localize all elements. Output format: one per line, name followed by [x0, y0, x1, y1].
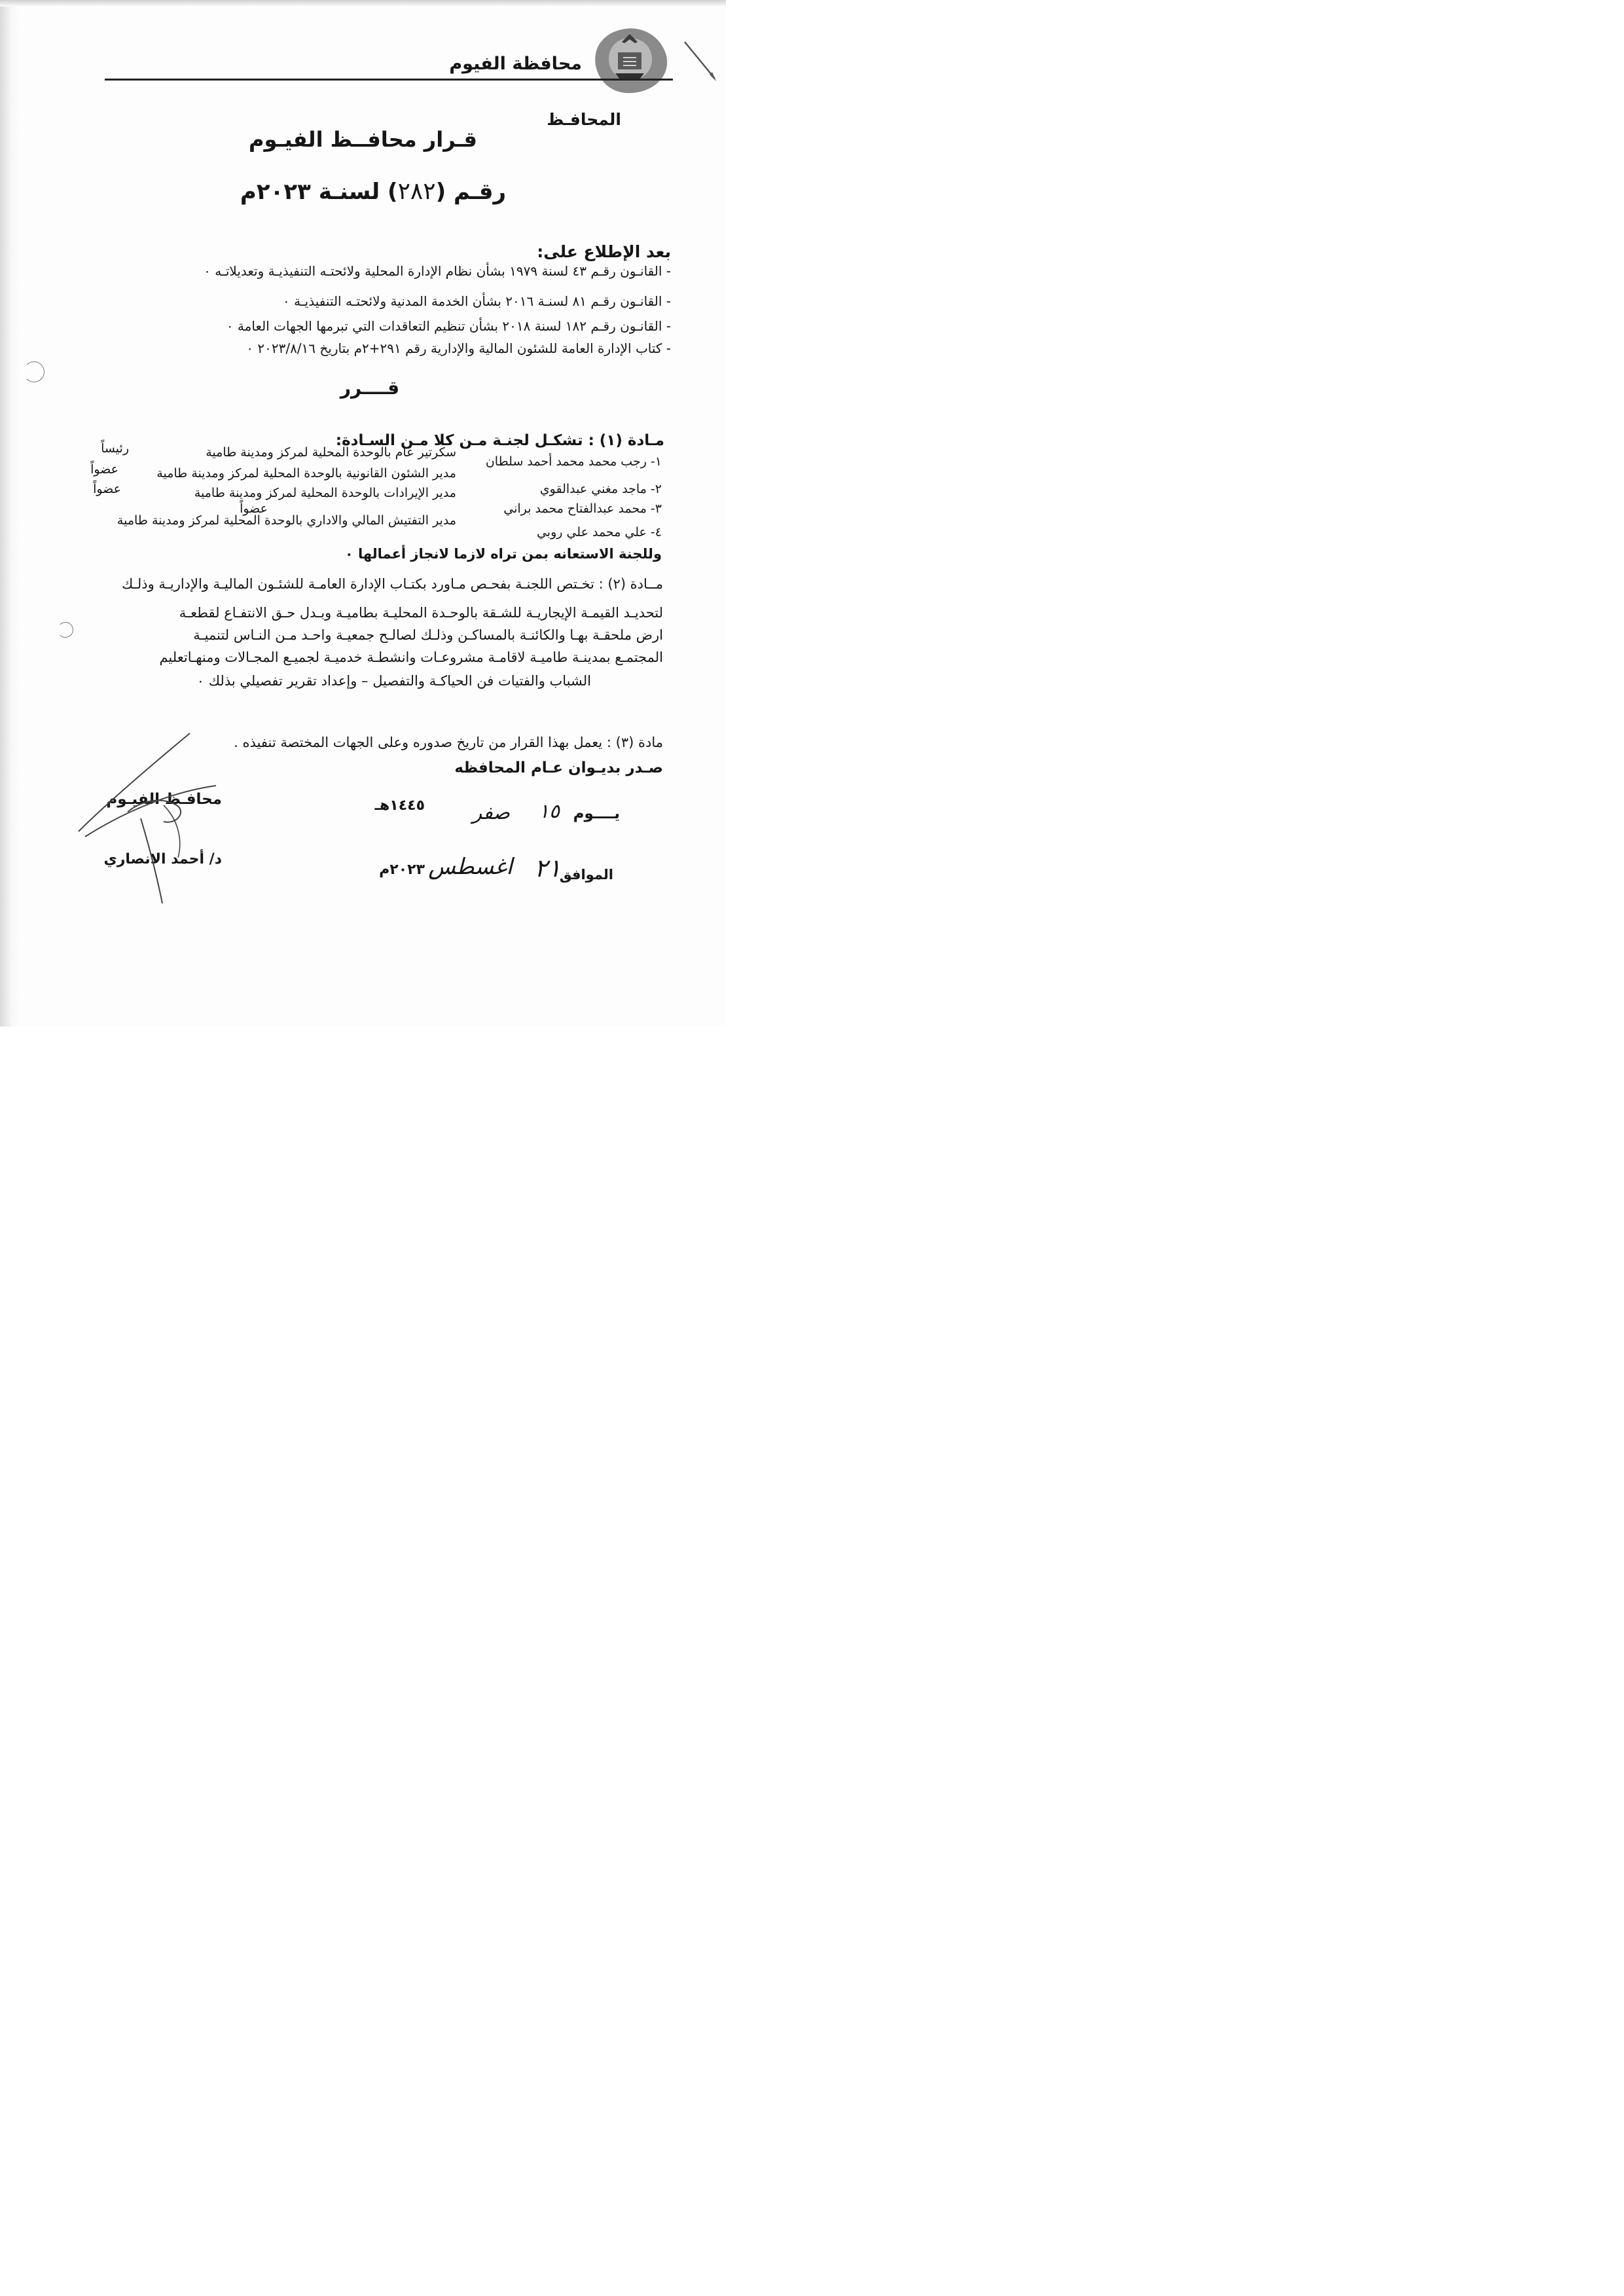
member-name: ١- رجب محمد محمد أحمد سلطان: [485, 454, 662, 469]
decision-number-line: [0, 178, 746, 205]
article2-line: ارض ملحقـة بهـا والكائنـة بالمساكـن وذلـك لصالـح جمعيـة واحـد مـن النـاس لتنميـة: [193, 627, 663, 643]
governorate-emblem: [589, 20, 674, 98]
preamble-item: - القانـون رقـم ١٨٢ لسنة ٢٠١٨ بشأن تنظيم التعاقدات التي تبرمها الجهات العامة ٠: [226, 318, 671, 334]
signatory-name: د/ أحمد الانصاري: [103, 851, 222, 867]
member-title: سكرتير عام بالوحدة المحلية لمركز ومدينة طامية: [206, 445, 456, 460]
signatory-title: محافـظ الفيـوم: [106, 791, 222, 808]
member-name: ٢- ماجد مغني عبدالقوي: [539, 482, 662, 496]
member-role: عضواً: [93, 482, 121, 496]
article1-heading: مـادة (١) : تشكـل لجنـة مـن كلا مـن السـادة:: [335, 432, 664, 449]
member-title: مدير الشئون القانونية بالوحدة المحلية لمركز ومدينة طامية: [156, 466, 456, 481]
governor-office-label: المحافـظ: [547, 110, 621, 129]
article1-closing: وللجنة الاستعانه بمن تراه لازما لانجاز أعمالها ٠: [344, 546, 662, 562]
decision-number-prefix: رقـم (: [435, 179, 507, 205]
hijri-month: صفر: [472, 801, 510, 824]
member-name: ٤- علي محمد علي روبي: [536, 525, 662, 539]
governorate-name: محافظة الفيوم: [449, 54, 582, 74]
article3-text: مادة (٣) : يعمل بهذا القرار من تاريخ صدوره وعلى الجهات المختصة تنفيذه .: [234, 735, 663, 750]
preamble-item: - القانـون رقـم ٤٣ لسنة ١٩٧٩ بشأن نظام الإدارة المحلية ولائحتـه التنفيذيـة وتعديلاتـه ٠: [204, 263, 671, 279]
scan-edge-left: [0, 0, 18, 1027]
member-title: مدير الإيرادات بالوحدة المحلية لمركز ومدينة طامية: [194, 486, 456, 500]
gregorian-year: ٢٠٢٣م: [379, 862, 425, 878]
article2-line: لتحديـد القيمـة الإيجاريـة للشـقة بالوحـدة المحليـة بطاميـة وبـدل حـق الانتفـاع لقطعـة: [179, 605, 663, 621]
handwritten-signature: [65, 720, 236, 910]
preamble-heading: بعد الإطلاع على:: [537, 242, 671, 261]
decided-heading: قــــرر: [340, 377, 400, 399]
member-role: رئيساً: [101, 441, 129, 456]
hijri-day: ١٥: [538, 800, 560, 823]
article2-line: المجتمـع بمدينـة طاميـة لاقامـة مشروعـات وانشطـة خدميـة لجميـع المجـالات ومنهـاتعليم: [159, 649, 663, 665]
gregorian-label: الموافق: [559, 867, 613, 883]
decision-number-suffix: ) لسنـة ٢٠٢٣م: [240, 179, 398, 205]
header-rule: [105, 79, 673, 81]
issued-statement: صـدر بديـوان عـام المحافظه: [454, 759, 663, 776]
gregorian-month: اغسطس: [428, 854, 513, 880]
gregorian-day: ٢١: [534, 854, 561, 883]
hijri-year: ١٤٤٥هـ: [374, 797, 425, 814]
preamble-item: - كتاب الإدارة العامة للشئون المالية والإدارية رقم ٢٩١+٢م بتاريخ ٢٠٢٣/٨/١٦ ٠: [246, 340, 671, 356]
member-role: عضواً: [240, 501, 268, 516]
punch-hole-bottom: [58, 622, 73, 638]
article2-line: الشباب والفتيات فن الحياكـة والتفصيل – وإعداد تقرير تفصيلي بذلك ٠: [196, 673, 591, 689]
preamble-item: - القانـون رقـم ٨١ لسنـة ٢٠١٦ بشأن الخدمة المدنية ولائحتـه التنفيذيـة ٠: [282, 293, 671, 309]
decision-title: [0, 127, 726, 152]
hijri-label: يــــوم: [573, 805, 620, 822]
pen-mark: [681, 38, 720, 84]
member-title: مدير التفتيش المالي والاداري بالوحدة المحلية لمركز ومدينة طامية: [117, 513, 456, 528]
scan-edge-top: [0, 0, 726, 7]
article2-line: مــادة (٢) : تخـتص اللجنـة بفحـص مـاورد بكتـاب الإدارة العامـة للشئـون الماليـة والإداريـة وذلـك: [122, 576, 663, 592]
decision-number: ٢٨٢: [397, 178, 436, 205]
member-role: عضواً: [90, 462, 118, 477]
member-name: ٣- محمد عبدالفتاح محمد براني: [503, 501, 662, 516]
document-page: [0, 0, 726, 1027]
decision-title-text: قـرار محافــظ الفيـوم: [249, 127, 477, 152]
